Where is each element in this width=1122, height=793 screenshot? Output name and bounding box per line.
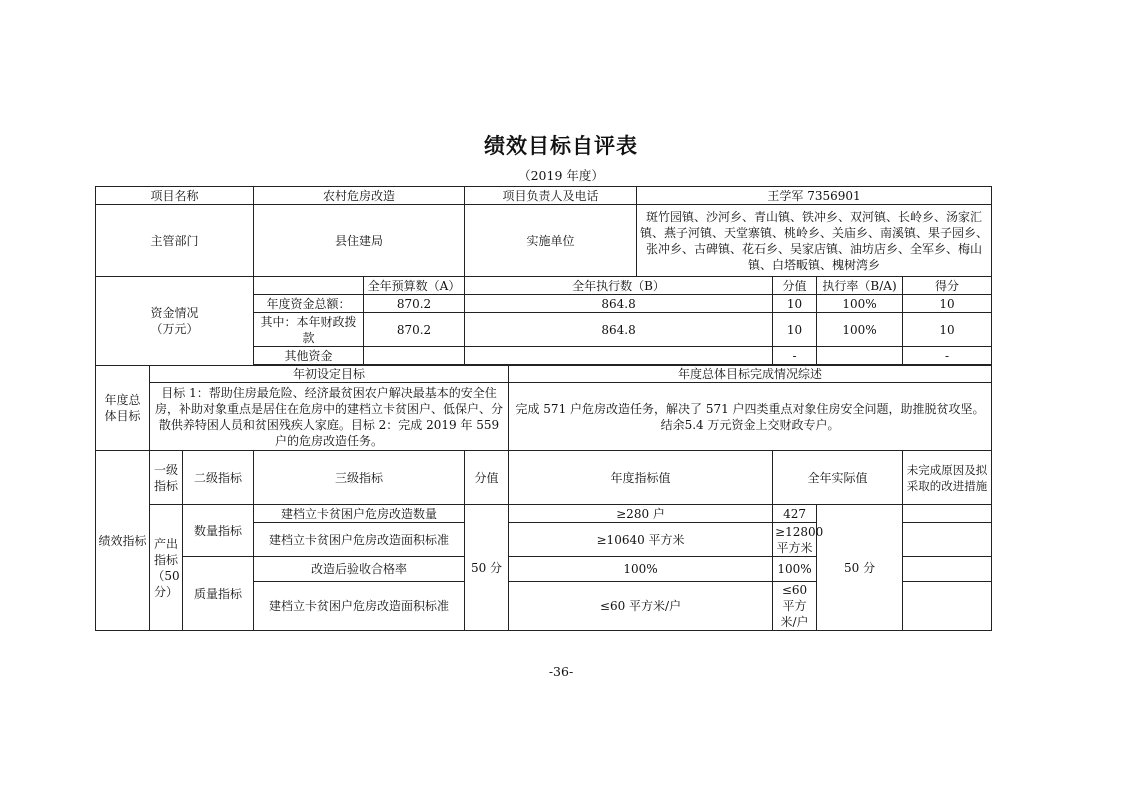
- funds-total-score-value: 10: [773, 295, 817, 313]
- funds-other-score: -: [903, 347, 992, 365]
- indicator-3-reason: [903, 557, 992, 582]
- goals-set-header: 年初设定目标: [150, 366, 509, 383]
- goals-summary-text: 完成 571 户危房改造任务，解决了 571 户四类重点对象住房安全问题，助推脱贫攻坚。结余5.4 万元资金上交财政专户。: [509, 383, 992, 451]
- funds-header-blank: [254, 277, 364, 295]
- indicator-3-actual: 100%: [773, 557, 817, 582]
- funds-fiscal-budget: 870.2: [364, 313, 465, 347]
- funds-header-score-value: 分值: [773, 277, 817, 295]
- indicator-4-target: ≤60 平方米/户: [509, 582, 773, 631]
- document-title: 绩效目标自评表: [484, 134, 638, 158]
- project-name-value: 农村危房改造: [254, 187, 465, 205]
- funds-fiscal-rate: 100%: [817, 313, 903, 347]
- indicators-header-points: 分值: [465, 451, 509, 505]
- funds-fiscal-label: 其中：本年财政拨款: [254, 313, 364, 347]
- funds-total-rate: 100%: [817, 295, 903, 313]
- funds-total-score: 10: [903, 295, 992, 313]
- output-indicator-label-text: 产出指标（50分）: [152, 536, 180, 599]
- dept-label: 主管部门: [96, 205, 254, 277]
- indicator-1-actual: 427: [773, 505, 817, 523]
- unit-label: 实施单位: [465, 205, 637, 277]
- page-number: -36-: [548, 664, 574, 679]
- funds-other-score-value: -: [773, 347, 817, 365]
- goals-summary-header: 年度总体目标完成情况综述: [509, 366, 992, 383]
- project-name-label: 项目名称: [96, 187, 254, 205]
- indicator-2-actual: ≥12800 平方米: [773, 523, 817, 557]
- document-year: （2019 年度）: [518, 168, 604, 183]
- indicator-1-name: 建档立卡贫困户危房改造数量: [254, 505, 465, 523]
- funds-other-executed: [465, 347, 773, 365]
- goals-label-text: 年度总体目标: [104, 393, 141, 423]
- quality-indicator-label: 质量指标: [183, 557, 254, 631]
- indicator-1-target: ≥280 户: [509, 505, 773, 523]
- indicator-2-target: ≥10640 平方米: [509, 523, 773, 557]
- indicator-4-reason: [903, 582, 992, 631]
- funds-other-rate: [817, 347, 903, 365]
- output-indicator-label: [150, 505, 183, 631]
- funds-fiscal-executed: 864.8: [465, 313, 773, 347]
- indicator-3-target: 100%: [509, 557, 773, 582]
- funds-header-executed: 全年执行数（B）: [465, 277, 773, 295]
- indicators-header-level1: [150, 451, 183, 505]
- indicator-1-reason: [903, 505, 992, 523]
- funds-header-rate: 执行率（B/A): [817, 277, 903, 295]
- indicators-header-reasons: 未完成原因及拟采取的改进措施: [903, 451, 992, 505]
- indicator-4-actual: ≤60 平方米/户: [773, 582, 817, 631]
- indicator-2-name: 建档立卡贫困户危房改造面积标准: [254, 523, 465, 557]
- funds-label-text: 资金情况（万元）: [150, 306, 199, 336]
- funds-other-label: 其他资金: [254, 347, 364, 365]
- contact-value: 王学军 7356901: [637, 187, 992, 205]
- indicator-3-name: 改造后验收合格率: [254, 557, 465, 582]
- indicators-header-level3: 三级指标: [254, 451, 465, 505]
- goals-label: [96, 366, 150, 451]
- indicators-label: 绩效指标: [96, 451, 150, 631]
- dept-value: 县住建局: [254, 205, 465, 277]
- indicator-4-name: 建档立卡贫困户危房改造面积标准: [254, 582, 465, 631]
- funds-label: [96, 277, 254, 366]
- indicator-points: 50 分: [465, 505, 509, 631]
- indicators-header-level1-text: 一级指标: [153, 462, 178, 493]
- funds-header-score: 得分: [903, 277, 992, 295]
- funds-header-budget: 全年预算数（A）: [364, 277, 465, 295]
- indicators-header-actual: 全年实际值: [773, 451, 903, 505]
- indicators-header-level2: 二级指标: [183, 451, 254, 505]
- funds-other-budget: [364, 347, 465, 365]
- contact-label: 项目负责人及电话: [465, 187, 637, 205]
- indicator-score: 50 分: [817, 505, 903, 631]
- self-evaluation-table: [95, 186, 992, 631]
- funds-total-label: 年度资金总额：: [254, 295, 364, 313]
- implementing-units: 斑竹园镇、沙河乡、青山镇、铁冲乡、双河镇、长岭乡、汤家汇镇、燕子河镇、天堂寨镇、桃岭乡、关庙乡、南溪镇、果子园乡、张冲乡、古碑镇、花石乡、吴家店镇、油坊店乡、全军乡、梅山镇、白塔畈镇、槐树湾乡: [637, 205, 992, 277]
- goals-set-text: 目标 1：帮助住房最危险、经济最贫困农户解决最基本的安全住房，补助对象重点是居住在危房中的建档立卡贫困户、低保户、分散供养特困人员和贫困残疾人家庭。目标 2：完成 2019 年 559 户的危房改造任务。: [150, 383, 509, 451]
- quantity-indicator-label: 数量指标: [183, 505, 254, 557]
- funds-fiscal-score-value: 10: [773, 313, 817, 347]
- funds-total-executed: 864.8: [465, 295, 773, 313]
- indicator-2-reason: [903, 523, 992, 557]
- funds-total-budget: 870.2: [364, 295, 465, 313]
- funds-fiscal-score: 10: [903, 313, 992, 347]
- indicators-header-target: 年度指标值: [509, 451, 773, 505]
